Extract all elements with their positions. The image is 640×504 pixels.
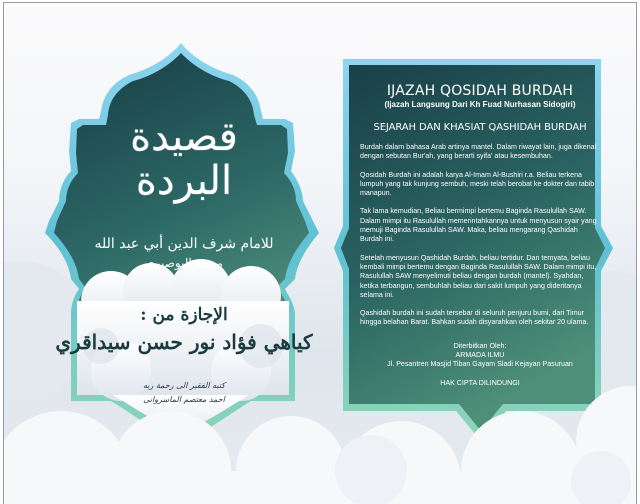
scribe-line-2: احمد معتصم الماسروانى bbox=[143, 395, 225, 404]
author-line-2: محمد البوصيري bbox=[145, 256, 223, 270]
paragraph: Setelah menyusun Qashidah Burdah, beliau tertidur. Dan ternyata, beliau kembali mimpi bertemu dengan Baginda Rasulullah SAW. Dalam mimpi itu, Rasulullah SAW menyelimuti beliau dengan burdah (mantel). Syahdan, ketika terbangun, sembuhlah beliau dari sakit lumpuh yang dideritanya selama ini. bbox=[360, 253, 597, 299]
publisher-label: Diterbitkan Oleh: bbox=[453, 341, 507, 350]
paragraph: Burdah dalam bahasa Arab artinya mantel. Dalam riwayat lain, juga dikenal dengan sebutan Bur'ah, yang berarti syifa' atau kesembuhan. bbox=[360, 143, 597, 161]
ijazah-label: الإجازة من : bbox=[140, 305, 228, 325]
right-panel-content bbox=[356, 73, 604, 388]
section-heading: SEJARAH DAN KHASIAT QASHIDAH BURDAH bbox=[373, 122, 587, 133]
publisher-name: ARMADA ILMU bbox=[455, 351, 505, 360]
poem-title-arabic: قصيدة البردة bbox=[130, 114, 238, 204]
copyright-notice: HAK CIPTA DILINDUNGI bbox=[440, 378, 520, 387]
paragraph: Tak lama kemudian, Beliau bermimpi bertemu Baginda Rasulullah SAW. Dalam mimpi itu Rasulullah memerintahkannya untuk menyusun syair yang memuji Baginda Rasulullah SAW. Maka, beliau mengarang Qashidah Burdah ini. bbox=[360, 207, 597, 244]
certificate-subtitle: (Ijazah Langsung Dari Kh Fuad Nurhasan Sidogiri) bbox=[384, 100, 576, 109]
ijazah-name: كياهي فؤاد نور حسن سيداقري bbox=[55, 330, 313, 354]
publisher-address: Jl. Pesantren Masjid Tiban Gayam Sladi Kejayan Pasuruan bbox=[387, 360, 573, 369]
publisher-block bbox=[356, 342, 604, 388]
history-body bbox=[356, 143, 604, 328]
paragraph: Qosidah Burdah ini adalah karya Al-Imam Al-Bushiri r.a. Beliau terkena lumpuh yang tak kunjung sembuh, meski telah berobat ke dokter dan tabib manapun. bbox=[360, 170, 595, 198]
scribe-line-1: كتبه الفقير الى رحمة ربه bbox=[142, 381, 226, 390]
card-canvas bbox=[3, 2, 637, 504]
certificate-title: IJAZAH QOSIDAH BURDAH bbox=[386, 83, 574, 99]
paragraph: Qashidah burdah ini sudah tersebar di seluruh penjuru bumi, dari Timur hingga belahan Barat. Bahkan sudah disyarahkan oleh sekitar 20 ulama. bbox=[360, 309, 589, 327]
author-line-1: للامام شرف الدين أبي عبد الله bbox=[94, 236, 274, 252]
